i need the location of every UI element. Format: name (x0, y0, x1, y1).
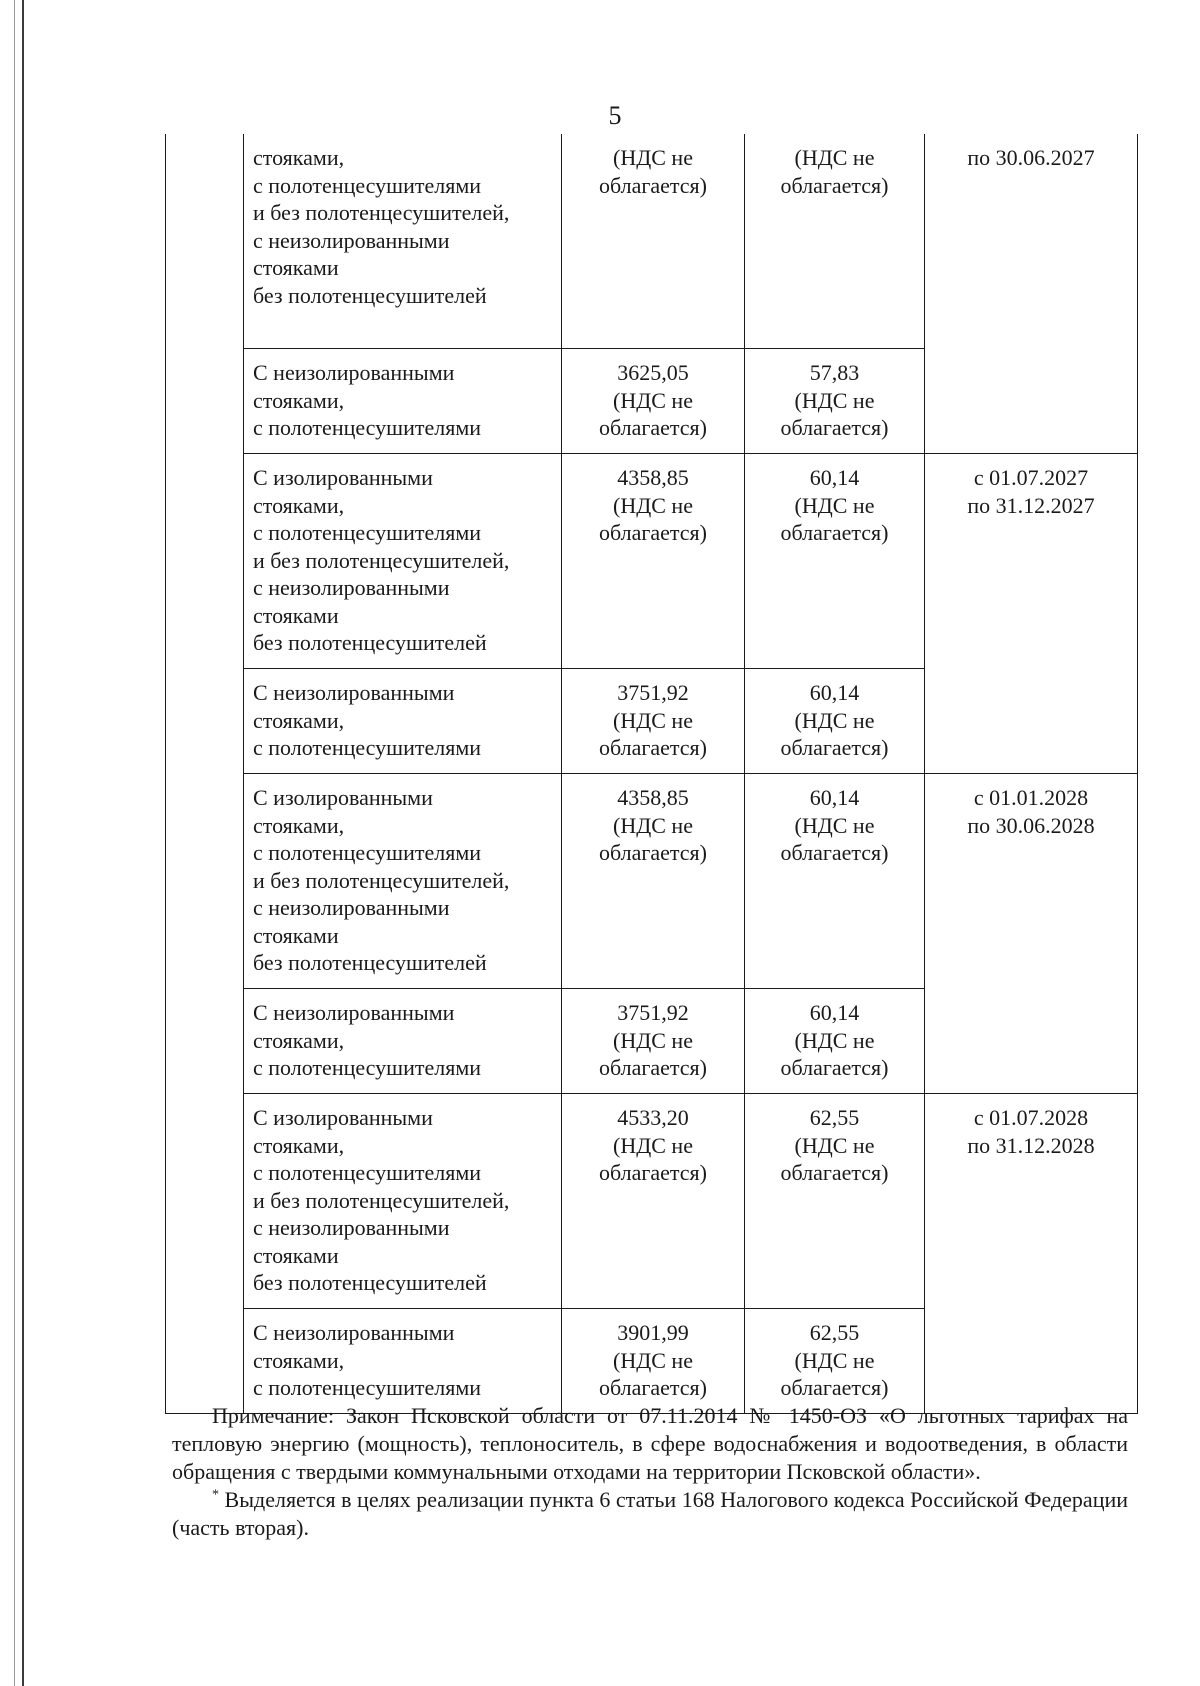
row-period: с 01.07.2027 по 31.12.2027 (925, 454, 1138, 774)
row-period: по 30.06.2027 (925, 134, 1138, 454)
row-description: С неизолированными стояками, с полотенцесушителями (244, 669, 562, 774)
row-component: (НДС не облагается) (745, 134, 925, 349)
row-component: 62,55 (НДС не облагается) (745, 1309, 925, 1414)
row-component: 60,14 (НДС не облагается) (745, 454, 925, 669)
scan-edge-shadow (14, 0, 15, 1686)
table-row (166, 1094, 1138, 1309)
footnote-paragraph (172, 1486, 1128, 1542)
row-period: с 01.07.2028 по 31.12.2028 (925, 1094, 1138, 1414)
row-tariff: 3751,92 (НДС не облагается) (562, 669, 745, 774)
row-description: С изолированными стояками, с полотенцесушителями и без полотенцесушителей, с неизолированными стояками без полотенцесушителей (244, 774, 562, 989)
row-component: 57,83 (НДС не облагается) (745, 349, 925, 454)
row-tariff: 4358,85 (НДС не облагается) (562, 774, 745, 989)
page-number: 5 (608, 101, 622, 130)
row-description: С неизолированными стояками, с полотенцесушителями (244, 1309, 562, 1414)
row-tariff: 3751,92 (НДС не облагается) (562, 989, 745, 1094)
row-tariff: 4533,20 (НДС не облагается) (562, 1094, 745, 1309)
row-description: С неизолированными стояками, с полотенцесушителями (244, 989, 562, 1094)
empty-left-column (166, 134, 244, 1414)
row-description: С изолированными стояками, с полотенцесушителями и без полотенцесушителей, с неизолированными стояками без полотенцесушителей (244, 1094, 562, 1309)
row-tariff: (НДС не облагается) (562, 134, 745, 349)
table-row (166, 134, 1138, 349)
row-component: 62,55 (НДС не облагается) (745, 1094, 925, 1309)
row-description: С неизолированными стояками, с полотенцесушителями (244, 349, 562, 454)
table-row (166, 774, 1138, 989)
row-tariff: 3625,05 (НДС не облагается) (562, 349, 745, 454)
footnote-mark: * (212, 1487, 219, 1503)
row-component: 60,14 (НДС не облагается) (745, 669, 925, 774)
footnotes (172, 1402, 1128, 1542)
footnote-text: Выделяется в целях реализации пункта 6 статьи 168 Налогового кодекса Российской Федерации (часть вторая). (172, 1487, 1129, 1540)
tariff-table (165, 134, 1138, 1414)
row-tariff: 3901,99 (НДС не облагается) (562, 1309, 745, 1414)
row-period: с 01.01.2028 по 30.06.2028 (925, 774, 1138, 1094)
row-component: 60,14 (НДС не облагается) (745, 989, 925, 1094)
table-row (166, 454, 1138, 669)
row-description: стояками, с полотенцесушителями и без полотенцесушителей, с неизолированными стояками без полотенцесушителей (244, 134, 562, 349)
row-description: С изолированными стояками, с полотенцесушителями и без полотенцесушителей, с неизолированными стояками без полотенцесушителей (244, 454, 562, 669)
row-tariff: 4358,85 (НДС не облагается) (562, 454, 745, 669)
row-component: 60,14 (НДС не облагается) (745, 774, 925, 989)
scan-edge-line (22, 0, 24, 1686)
note-paragraph: Примечание: Закон Псковской области от 07.11.2014 № 1450-ОЗ «О льготных тарифах на тепловую энергию (мощность), теплоноситель, в сфере водоснабжения и водоотведения, в области обращения с твердыми коммунальными отходами на территории Псковской области». (172, 1403, 1128, 1484)
